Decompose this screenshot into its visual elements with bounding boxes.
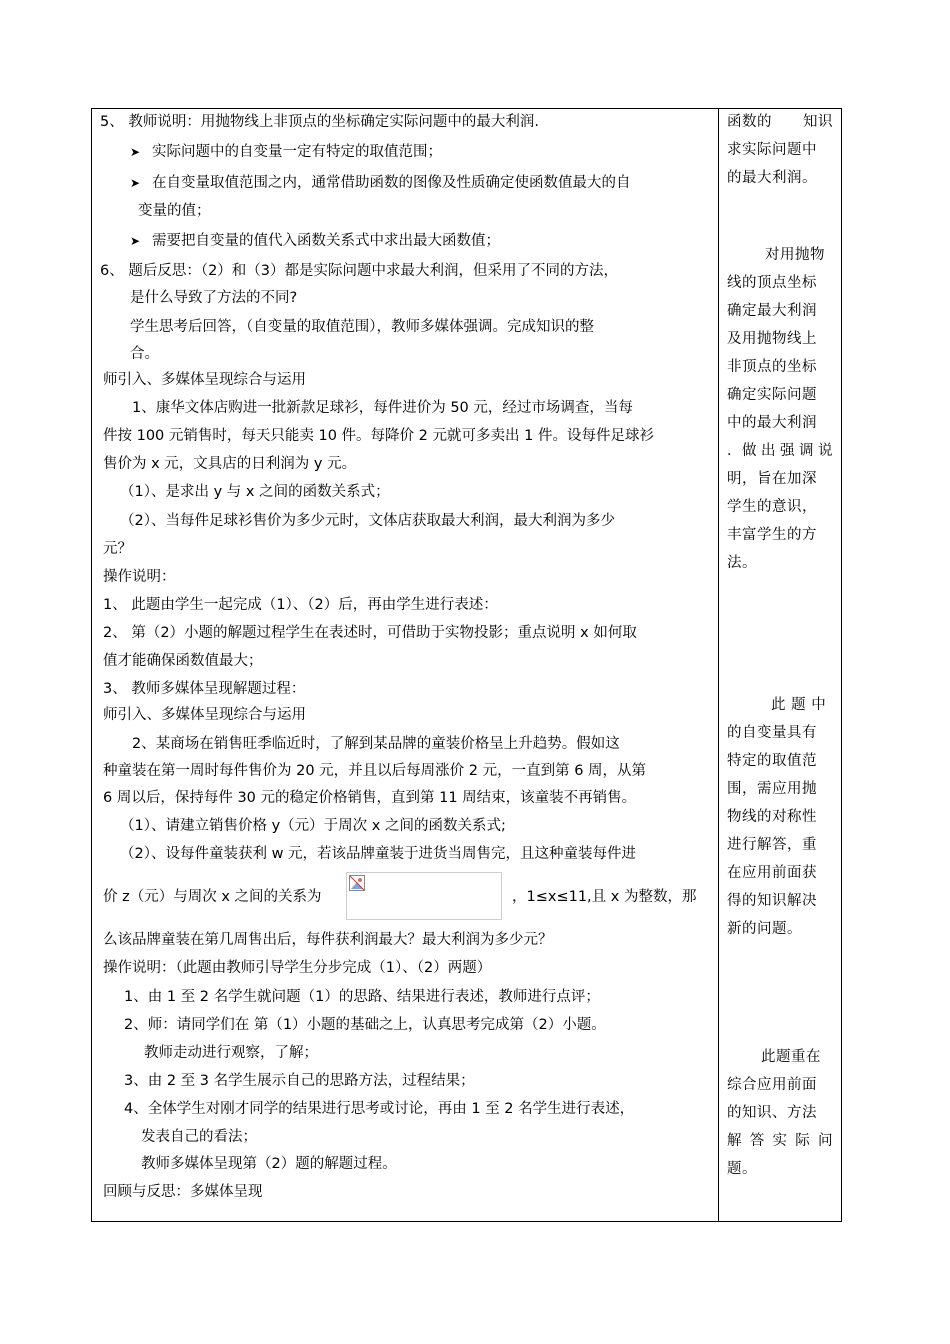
note-line: 及用抛物线上 <box>727 331 817 347</box>
note-line: 题。 <box>727 1161 757 1177</box>
note-line: 物线的对称性 <box>727 809 817 825</box>
bullet-item: ➤ 实际问题中的自变量一定有特定的取值范围； <box>130 139 442 166</box>
note-line: 进行解答，重 <box>727 837 817 853</box>
section-heading: 师引入、多媒体呈现综合与运用 <box>103 372 306 388</box>
text-line: 2、某商场在销售旺季临近时，了解到某品牌的童装价格呈上升趋势。假如这 <box>132 736 620 752</box>
text-line: 5、 教师说明：用抛物线上非顶点的坐标确定实际问题中的最大利润. <box>100 114 539 130</box>
text-line: 件按 100 元销售时，每天只能卖 10 件。每降价 2 元就可多卖出 1 件。设每件足球衫 <box>103 428 654 444</box>
note-line: 中的最大利润 <box>727 415 817 431</box>
text-line: （1）、请建立销售价格 y（元）于周次 x 之间的函数关系式; <box>120 818 506 834</box>
text-line: （2）、设每件童装获利 w 元，若该品牌童装于进货当周售完，且这种童装每件进 <box>120 846 637 862</box>
text-line: 教师多媒体呈现第（2）题的解题过程。 <box>141 1156 397 1172</box>
arrow-bullet-icon: ➤ <box>130 234 141 248</box>
text-line: ，1≤x≤11,且 x 为整数，那 <box>512 889 697 905</box>
note-line: 新的问题。 <box>727 921 802 937</box>
text-line: 1、 此题由学生一起完成（1）、（2）后，再由学生进行表述： <box>103 597 498 613</box>
text-line: 售价为 x 元，文具店的日利润为 y 元。 <box>103 456 357 472</box>
text-line: 种童装在第一周时每件售价为 20 元，并且以后每周涨价 2 元，一直到第 6 周，从第 <box>103 763 647 779</box>
text-line: 元？ <box>103 541 132 557</box>
text-line: 1、由 1 至 2 名学生就问题（1）的思路、结果进行表述，教师进行点评； <box>124 989 600 1005</box>
formula-image-placeholder <box>346 872 502 920</box>
bullet-item: ➤ 在自变量取值范围之内，通常借助函数的图像及性质确定使函数值最大的自 <box>130 170 631 197</box>
text-line: 3、由 2 至 3 名学生展示自己的思路方法，过程结果； <box>124 1073 475 1089</box>
text-line: 4、全体学生对刚才同学的结果进行思考或讨论，再由 1 至 2 名学生进行表述， <box>124 1101 635 1117</box>
text-line: 值才能确保函数值最大； <box>103 653 263 669</box>
text-line: （2）、当每件足球衫售价为多少元时，文体店获取最大利润，最大利润为多少 <box>120 513 615 529</box>
text-line: 变量的值； <box>138 203 211 219</box>
note-line: 丰富学生的方 <box>727 527 817 543</box>
text-line: 6 周以后，保持每件 30 元的稳定价格销售，直到第 11 周结束，该童装不再销售。 <box>103 790 637 806</box>
note-line: 综合应用前面 <box>727 1077 817 1093</box>
note-line: 学生的意识， <box>727 499 817 515</box>
note-line: 明，旨在加深 <box>727 471 817 487</box>
text-line: 6、 题后反思：（2）和（3）都是实际问题中求最大利润，但采用了不同的方法， <box>100 263 619 279</box>
text-line: 3、 教师多媒体呈现解题过程： <box>103 681 306 697</box>
text-line: 教师走动进行观察，了解； <box>144 1045 318 1061</box>
note-line: 的知识、方法 <box>727 1105 817 1121</box>
section-heading: 师引入、多媒体呈现综合与运用 <box>103 707 306 723</box>
note-line: 此 题 中 <box>771 697 827 713</box>
note-line: 在应用前面获 <box>727 865 817 881</box>
note-line: 函数的 知识 <box>727 114 833 130</box>
text-line: 学生思考后回答，（自变量的取值范围），教师多媒体强调。完成知识的整 <box>130 319 594 335</box>
arrow-bullet-icon: ➤ <box>130 176 141 190</box>
text-line: 回顾与反思：多媒体呈现 <box>103 1184 263 1200</box>
note-line: 线的顶点坐标 <box>727 275 817 291</box>
note-line: 求实际问题中 <box>727 142 817 158</box>
text-line: （1）、是求出 y 与 x 之间的函数关系式； <box>120 484 390 500</box>
bullet-item: ➤ 需要把自变量的值代入函数关系式中求出最大函数值； <box>130 228 500 255</box>
text-line: 操作说明： <box>103 569 176 585</box>
note-line: 的自变量具有 <box>727 725 817 741</box>
note-line: 围，需应用抛 <box>727 781 817 797</box>
text-line: 操作说明：（此题由教师引导学生分步完成（1）、（2）两题） <box>103 960 492 976</box>
note-line: 对用抛物 <box>765 247 825 263</box>
note-line: 得的知识解决 <box>727 893 817 909</box>
text-line: 么该品牌童装在第几周售出后，每件获利润最大？最大利润为多少元？ <box>103 932 553 948</box>
note-line: 特定的取值范 <box>727 753 817 769</box>
note-line: 此题重在 <box>761 1049 821 1065</box>
note-line: ．做 出 强 调 说 <box>727 443 833 459</box>
text-line: 合。 <box>130 346 159 362</box>
note-line: 解 答 实 际 问 <box>727 1133 833 1149</box>
text-line: 1、康华文体店购进一批新款足球衫，每件进价为 50 元，经过市场调查，当每 <box>132 400 633 416</box>
text-line: 发表自己的看法； <box>141 1129 257 1145</box>
text-line: 价 z（元）与周次 x 之间的关系为 <box>103 889 322 905</box>
broken-image-icon <box>349 875 365 891</box>
note-line: 非顶点的坐标 <box>727 359 817 375</box>
note-line: 的最大利润。 <box>727 170 817 186</box>
arrow-bullet-icon: ➤ <box>130 145 141 159</box>
text-line: 2、 第（2）小题的解题过程学生在表述时，可借助于实物投影；重点说明 x 如何取 <box>103 625 637 641</box>
text-line: 2、师：请同学们在 第（1）小题的基础之上，认真思考完成第（2）小题。 <box>124 1017 606 1033</box>
note-line: 确定最大利润 <box>727 303 817 319</box>
text-line: 是什么导致了方法的不同? <box>130 290 298 306</box>
note-line: 法。 <box>727 555 757 571</box>
note-line: 确定实际问题 <box>727 387 817 403</box>
column-divider <box>718 108 719 1222</box>
